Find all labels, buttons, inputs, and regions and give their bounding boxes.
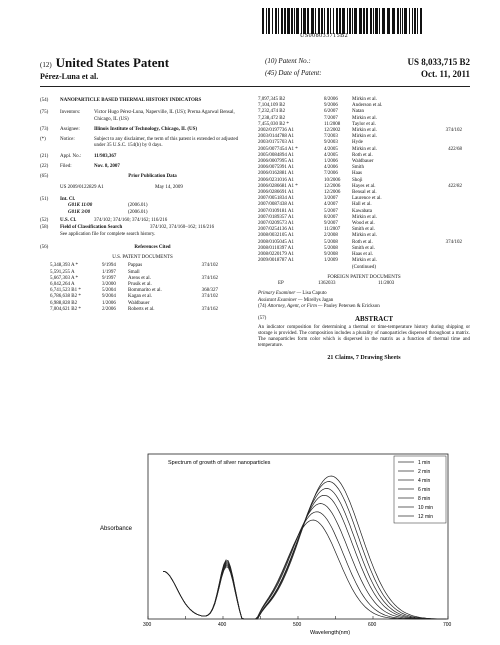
barcode-bar (382, 8, 385, 34)
barcode-number: US008033715B2 (300, 33, 349, 39)
ref-name: Mirkin et al. (352, 115, 377, 121)
intcl-row: G01K 11/00 (2006.01) (68, 203, 148, 209)
barcode-bar (414, 8, 416, 34)
inventors-short: Pérez-Luna et al. (40, 72, 99, 81)
barcode-bar (291, 8, 293, 34)
ref-number: 2009/0018787 A1 (258, 258, 294, 264)
barcode-bar (275, 8, 277, 34)
code-12: (12) (40, 61, 52, 69)
legend-entry: 2 min (418, 469, 431, 475)
assistant-examiner: Assistant Examiner — Mirellys Jagan (258, 297, 334, 303)
barcode-bar (402, 8, 403, 34)
ref-class: 374/162 (201, 306, 218, 312)
plot-area (143, 454, 452, 628)
x-tick-label: 500 (293, 622, 302, 628)
barcode-bar (379, 8, 380, 34)
barcode-bar (318, 8, 320, 34)
barcode-bar (412, 8, 413, 34)
barcode-bar (311, 8, 314, 34)
x-tick-label: 600 (368, 622, 377, 628)
ref-date: 8/2006 (324, 97, 338, 102)
barcode-bar (375, 8, 378, 34)
ref-date: 4/2006 (324, 165, 338, 171)
barcode-bar (366, 8, 368, 34)
barcode-bar (347, 8, 348, 34)
ref-date: 9/1994 (102, 263, 116, 269)
ref-number: 2006/0231016 A1 (258, 177, 294, 183)
ref-number: 5,667,303 A * (50, 275, 79, 281)
ref-date: 3/2000 (102, 281, 116, 287)
barcode-bar (349, 8, 351, 34)
barcode-bar (354, 8, 357, 34)
invention-title: NANOPARTICLE BASED THERMAL HISTORY INDICATORS (60, 98, 202, 103)
barcode-bar (392, 8, 395, 34)
ref-number: 6,786,638 B2 * (50, 294, 81, 300)
ref-number: 7,238,472 B2 (258, 115, 286, 121)
chart-title: Spectrum of growth of silver nanoparticles (168, 460, 271, 466)
ref-date: 9/1997 (102, 275, 116, 281)
ref-name: Mirkin et al. (352, 214, 377, 220)
barcode-bar (333, 8, 334, 34)
foreign-doc-row: EP 1362033 11/2003 (278, 281, 395, 287)
ref-number: 2005/0077454 A1 * (258, 146, 298, 152)
ref-number: 2006/0286691 A1 (258, 190, 294, 196)
series-line (163, 520, 447, 619)
ref-date: 5/2008 (324, 245, 338, 251)
barcode-bar (339, 8, 341, 34)
ref-name: Hall et al. (352, 202, 372, 208)
ref-date: 1/1997 (102, 269, 116, 275)
ref-name: Smith (352, 165, 364, 171)
ref-class: 374/102 (445, 128, 462, 134)
ref-date: 12/2006 (324, 183, 341, 189)
y-axis-label: Absorbance (100, 526, 133, 532)
ref-date: 1/2006 (102, 300, 116, 306)
ref-number: 2008/0032105 A1 (258, 233, 294, 239)
ref-class: 374/102 (445, 239, 462, 245)
notice-field: (*) Notice: Subject to any disclaimer, the term of this patent is extended or adjusted under 35 U.S.C. 154(b) by 0 days. (40, 137, 245, 150)
ref-name: Mirkin et al. (352, 146, 377, 152)
barcode-bar (324, 8, 325, 34)
ref-name: Mirkin et al. (352, 233, 377, 239)
ref-date: 4/2005 (324, 146, 338, 152)
abstract-text: An indicator composition for determining a thermal or time-temperature history during shipping or storage is provided. The composition includes a plurality of nanoparticles dispersed throughout a matrix. The nanoparticles form color which is dispersed in the matrix as a function of thermal time and temperature. (258, 324, 470, 349)
ref-number: 2005/0084894 A1 (258, 152, 294, 158)
ref-date: 9/2008 (324, 252, 338, 258)
barcode-bar (400, 8, 401, 34)
barcode-bar (301, 8, 302, 34)
assignee-value: Illinois Institute of Technology, Chicago, IL (US) (94, 126, 198, 132)
ref-date: 5/2008 (324, 239, 338, 245)
ref-name: Hyde (352, 140, 363, 146)
ref-number: 2007/0051834 A1 (258, 196, 294, 202)
ref-number: 7,455,030 B2 * (258, 121, 289, 127)
barcode (262, 8, 452, 34)
ref-date: 4/2007 (324, 202, 338, 208)
prior-pub-row: US 2009/0122829 A1 May 14, 2009 (60, 184, 183, 190)
ref-date: 9/2004 (102, 294, 116, 300)
ref-number: 2008/0220179 A1 (258, 252, 294, 258)
ref-number: 2003/0144788 A1 (258, 134, 294, 140)
barcode-bar (307, 8, 309, 34)
us-docs-title: U.S. PATENT DOCUMENTS (112, 255, 173, 261)
ref-date: 12/2002 (324, 128, 341, 134)
ref-date: 7/2006 (324, 171, 338, 177)
ref-name: Arens et al. (128, 275, 151, 281)
ref-class: 374/102 (201, 294, 218, 300)
barcode-bar (321, 8, 323, 34)
ref-number: 2007/0254136 A1 (258, 227, 294, 233)
ref-name: Natan (352, 109, 364, 115)
barcode-bar (409, 8, 410, 34)
x-tick-label: 300 (143, 622, 152, 628)
patent-date-row (265, 69, 470, 79)
filed-value: Nov. 8, 2007 (94, 164, 120, 170)
inventors-field: (75) Inventors: Victor Hugo Pérez-Luna, Naperville, IL (US); Prerna Agarwal Bensal, Chicago, IL (US) (40, 110, 245, 123)
barcode-bar (284, 8, 286, 34)
primary-examiner: Primary Examiner — Lisa Caputo (258, 291, 327, 297)
continued-label: (Continued) (351, 265, 377, 271)
ref-date: 10/2006 (324, 177, 341, 183)
field-search: (58) Field of Classification Search 374/102, 374/160–162; 116/216 (40, 225, 245, 231)
ref-number: 2002/0197736 A1 (258, 128, 294, 134)
ref-number: 2006/0007995 A1 (258, 159, 294, 165)
ref-number: 2006/0162881 A1 (258, 171, 294, 177)
us-refs-right-table (258, 97, 462, 264)
barcode-bar (352, 8, 353, 34)
foreign-docs-title: FOREIGN PATENT DOCUMENTS (327, 274, 401, 280)
uscl-field: (52) U.S. Cl. 374/102; 374/160; 374/162; 116/216 (40, 218, 245, 224)
ref-name: Waldbauer (128, 300, 150, 306)
ref-name: Mirkin et al. (352, 258, 377, 264)
ref-number: 2007/0087438 A1 (258, 202, 294, 208)
ref-name: Smith et al. (352, 227, 375, 233)
barcode-bar (266, 8, 267, 34)
barcode-bar (336, 8, 338, 34)
barcode-bar (387, 8, 390, 34)
patent-number: US 8,033,715 B2 (407, 57, 470, 67)
barcode-bar (370, 8, 372, 34)
barcode-bar (262, 8, 264, 34)
barcode-bar (303, 8, 306, 34)
barcode-bar (404, 8, 407, 34)
document-title: (12) United States Patent (40, 55, 170, 70)
ref-name: Kawabata (352, 208, 372, 214)
ref-class: 422/82 (448, 183, 462, 189)
ref-date: 11/2007 (324, 227, 341, 233)
ref-name: Mirkin et al. (352, 97, 377, 102)
attorney: (74) Attorney, Agent, or Firm — Pauley Petersen & Erickson (258, 303, 380, 309)
title-field: (54) NANOPARTICLE BASED THERMAL HISTORY INDICATORS (40, 98, 245, 104)
x-tick-label: 400 (218, 622, 227, 628)
ref-name: Haas et al. (352, 252, 373, 258)
ref-name: Smith et al. (352, 245, 375, 251)
table-row (50, 307, 218, 313)
ref-date: 5/2007 (324, 208, 338, 214)
ref-name: Taylor et al. (352, 121, 376, 127)
ref-date: 2/2006 (102, 306, 116, 312)
right-column (258, 97, 470, 361)
ref-name: Small (128, 269, 140, 275)
ref-date: 7/2007 (324, 115, 338, 121)
ref-name: Kagan et al. (128, 294, 153, 300)
ref-date: 9/2007 (324, 221, 338, 227)
ref-name: Mirkin et al. (352, 134, 377, 140)
date-label: Date of Patent: (278, 69, 322, 77)
inventors-value: Victor Hugo Pérez-Luna, Naperville, IL (US); Prerna Agarwal Bensal, Chicago, IL (US) (94, 110, 235, 122)
barcode-bar (373, 8, 374, 34)
ref-class: 368/327 (201, 288, 218, 294)
ref-class: 374/162 (201, 275, 218, 281)
legend-entry: 8 min (418, 496, 431, 502)
patent-no-label: Patent No.: (278, 57, 311, 65)
intcl-field: (51) Int. Cl. (40, 196, 76, 202)
ref-number: 5,591,255 A (50, 269, 75, 275)
barcode-bar (363, 8, 365, 34)
intcl-row: G01K 3/00 (2006.01) (68, 209, 148, 215)
ref-name: Anderson et al. (352, 103, 383, 109)
barcode-bar (278, 8, 279, 34)
appl-value: 11/983,367 (94, 153, 117, 159)
ref-name: Roth et al. (352, 152, 373, 158)
claims-summary: 21 Claims, 7 Drawing Sheets (327, 354, 401, 361)
ref-class (430, 258, 462, 264)
assignee-field: (73) Assignee: Illinois Institute of Technology, Chicago, IL (US) (40, 127, 245, 133)
ref-name: Mirkin et al. (352, 128, 377, 134)
ref-date: 9/2003 (324, 140, 338, 146)
ref-name: Bommarito et al. (128, 288, 162, 294)
barcode-bar (397, 8, 399, 34)
barcode-bar (287, 8, 290, 34)
ref-date: 6/2007 (324, 109, 338, 115)
ref-name: Prusik et al. (128, 281, 152, 287)
ref-date: 9/2006 (324, 103, 338, 109)
ref-name: Bensal et al. (352, 190, 377, 196)
ref-name: Waldbauer (352, 159, 374, 165)
legend-entry: 1 min (418, 460, 431, 466)
ref-date: 7/2003 (324, 134, 338, 140)
legend-entry: 10 min (418, 505, 434, 511)
ref-date: 4/2005 (324, 152, 338, 158)
ref-date: 1/2009 (324, 258, 338, 264)
ref-class: 374/102 (201, 263, 218, 269)
patent-header-left (40, 55, 169, 81)
barcode-bar (327, 8, 329, 34)
patent-header-right (265, 57, 470, 81)
barcode-bar (359, 8, 362, 34)
ref-number: 2006/0075991 A1 (258, 165, 294, 171)
ref-number: 2003/0175703 A1 (258, 140, 294, 146)
ref-date: 8/2007 (324, 214, 338, 220)
ref-number: 5,348,393 A * (50, 263, 79, 269)
ref-number: 2006/0286681 A1 * (258, 183, 298, 189)
left-column (40, 98, 245, 313)
ref-number: 7,097,345 B2 (258, 97, 286, 102)
ref-number: 6,042,264 A (50, 281, 75, 287)
uscl-value: 374/102; 374/160; 374/162; 116/216 (94, 217, 168, 223)
code-10: (10) (265, 57, 277, 65)
barcode-bar (420, 8, 422, 34)
ref-number: 2007/0209573 A1 (258, 221, 294, 227)
abstract-title: ABSTRACT (354, 315, 394, 324)
ref-name: Roberts et al. (128, 306, 155, 312)
ref-name: Shoji (352, 177, 363, 183)
appl-field: (21) Appl. No.: 11/983,367 (40, 154, 245, 160)
barcode-bar (315, 8, 316, 34)
ref-name: Hayes et al. (352, 183, 376, 189)
prior-pub-title: Prior Publication Data (128, 174, 177, 180)
ref-number: 2008/0110397 A1 (258, 245, 294, 251)
filed-field: (22) Filed: Nov. 8, 2007 (40, 164, 245, 170)
barcode-bar (342, 8, 345, 34)
patent-number-row (265, 57, 470, 67)
notice-value: Subject to any disclaimer, the term of this patent is extended or adjusted under 35 U.S.C. 154(b) by 0 days. (94, 137, 239, 149)
ref-name: Haas (352, 171, 362, 177)
ref-number: 6,741,523 B1 * (50, 288, 81, 294)
ref-name: Wood et al. (352, 221, 375, 227)
ref-date: 2/2008 (324, 233, 338, 239)
legend-entry: 12 min (418, 514, 434, 520)
absorbance-spectrum-chart (100, 448, 470, 638)
refs-cited-title: References Cited (134, 244, 171, 250)
x-tick-label: 700 (443, 622, 452, 628)
ref-date: 5/2004 (102, 288, 116, 294)
barcode-bar (330, 8, 331, 34)
abstract-header: (57) ABSTRACT (258, 316, 470, 322)
ref-number: 2007/0189357 A1 (258, 214, 294, 220)
ref-number: 2008/0105045 A1 (258, 239, 294, 245)
ref-name: Roth et al. (352, 239, 373, 245)
barcode-bar (417, 8, 418, 34)
ref-number: 6,988,828 B2 (50, 300, 78, 306)
ref-date: 11/2008 (324, 121, 341, 127)
ref-number: 7,004,621 B2 * (50, 306, 81, 312)
ref-name: Pappas (128, 263, 143, 269)
ref-date: 12/2006 (324, 190, 341, 196)
legend-entry: 6 min (418, 487, 431, 493)
refs-cited: (56) References Cited (40, 245, 245, 251)
barcode-bar (281, 8, 283, 34)
ref-date: 1/2006 (324, 159, 338, 165)
barcode-bar (268, 8, 270, 34)
ref-number: 2007/0109181 A1 (258, 208, 294, 214)
ref-class: 422/68 (448, 146, 462, 152)
legend-entry: 4 min (418, 478, 431, 484)
code-45: (45) (265, 69, 277, 77)
search-history-note: See application file for complete search history. (60, 232, 156, 238)
ref-name: Laurence et al. (352, 196, 382, 202)
barcode-bar (296, 8, 299, 34)
ref-number: 7,104,109 B2 (258, 103, 286, 109)
ref-date: 3/2007 (324, 196, 338, 202)
series-line (163, 512, 447, 619)
table-row (258, 258, 462, 264)
barcode-bar (294, 8, 295, 34)
header-rule (40, 86, 470, 87)
field-search-value: 374/102, 374/160–162; 116/216 (150, 225, 215, 231)
ref-number: 7,232,474 B2 (258, 109, 286, 115)
x-axis-label: Wavelength(nm) (310, 630, 351, 636)
prior-pub-field: (65) Prior Publication Data (40, 174, 245, 180)
us-refs-left-table (50, 263, 218, 313)
patent-date: Oct. 11, 2011 (421, 69, 470, 79)
barcode-bar (272, 8, 273, 34)
